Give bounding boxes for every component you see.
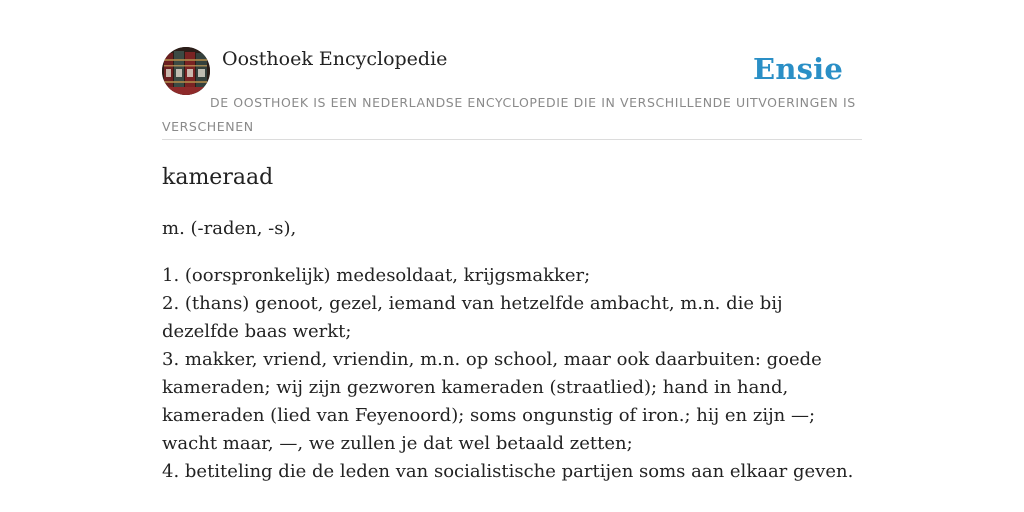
source-title[interactable]: Oosthoek Encyclopedie bbox=[222, 48, 448, 70]
source-description: DE OOSTHOEK IS EEN NEDERLANDSE ENCYCLOPEDIE DIE IN VERSCHILLENDE UITVOERINGEN IS VERSCHENEN bbox=[162, 95, 856, 134]
entry-term: kameraad bbox=[162, 165, 274, 190]
source-header bbox=[162, 46, 862, 140]
dictionary-entry bbox=[162, 162, 862, 486]
definition-item: 2. (thans) genoot, gezel, iemand van hetzelfde ambacht, m.n. die bij dezelfde baas werkt; bbox=[162, 293, 783, 342]
grammar-info: m. (-raden, -s), bbox=[162, 218, 297, 239]
definition-item: 3. makker, vriend, vriendin, m.n. op school, maar ook daarbuiten: goede kameraden; wij zijn gezworen kameraden (straatlied); hand in hand, kameraden (lied van Feyenoord); soms ongunstig of iron.; hij en zijn —; wacht maar, —, we zullen je dat wel betaald zetten; bbox=[162, 349, 822, 454]
definition-item: 1. (oorspronkelijk) medesoldaat, krijgsmakker; bbox=[162, 265, 591, 286]
header-divider bbox=[162, 139, 862, 140]
book-spines-avatar-icon[interactable] bbox=[162, 47, 210, 95]
definition-item: 4. betiteling die de leden van socialistische partijen soms aan elkaar geven. bbox=[162, 461, 854, 482]
ensie-logo-link[interactable]: Ensie bbox=[753, 52, 843, 86]
definition-list bbox=[162, 262, 862, 486]
